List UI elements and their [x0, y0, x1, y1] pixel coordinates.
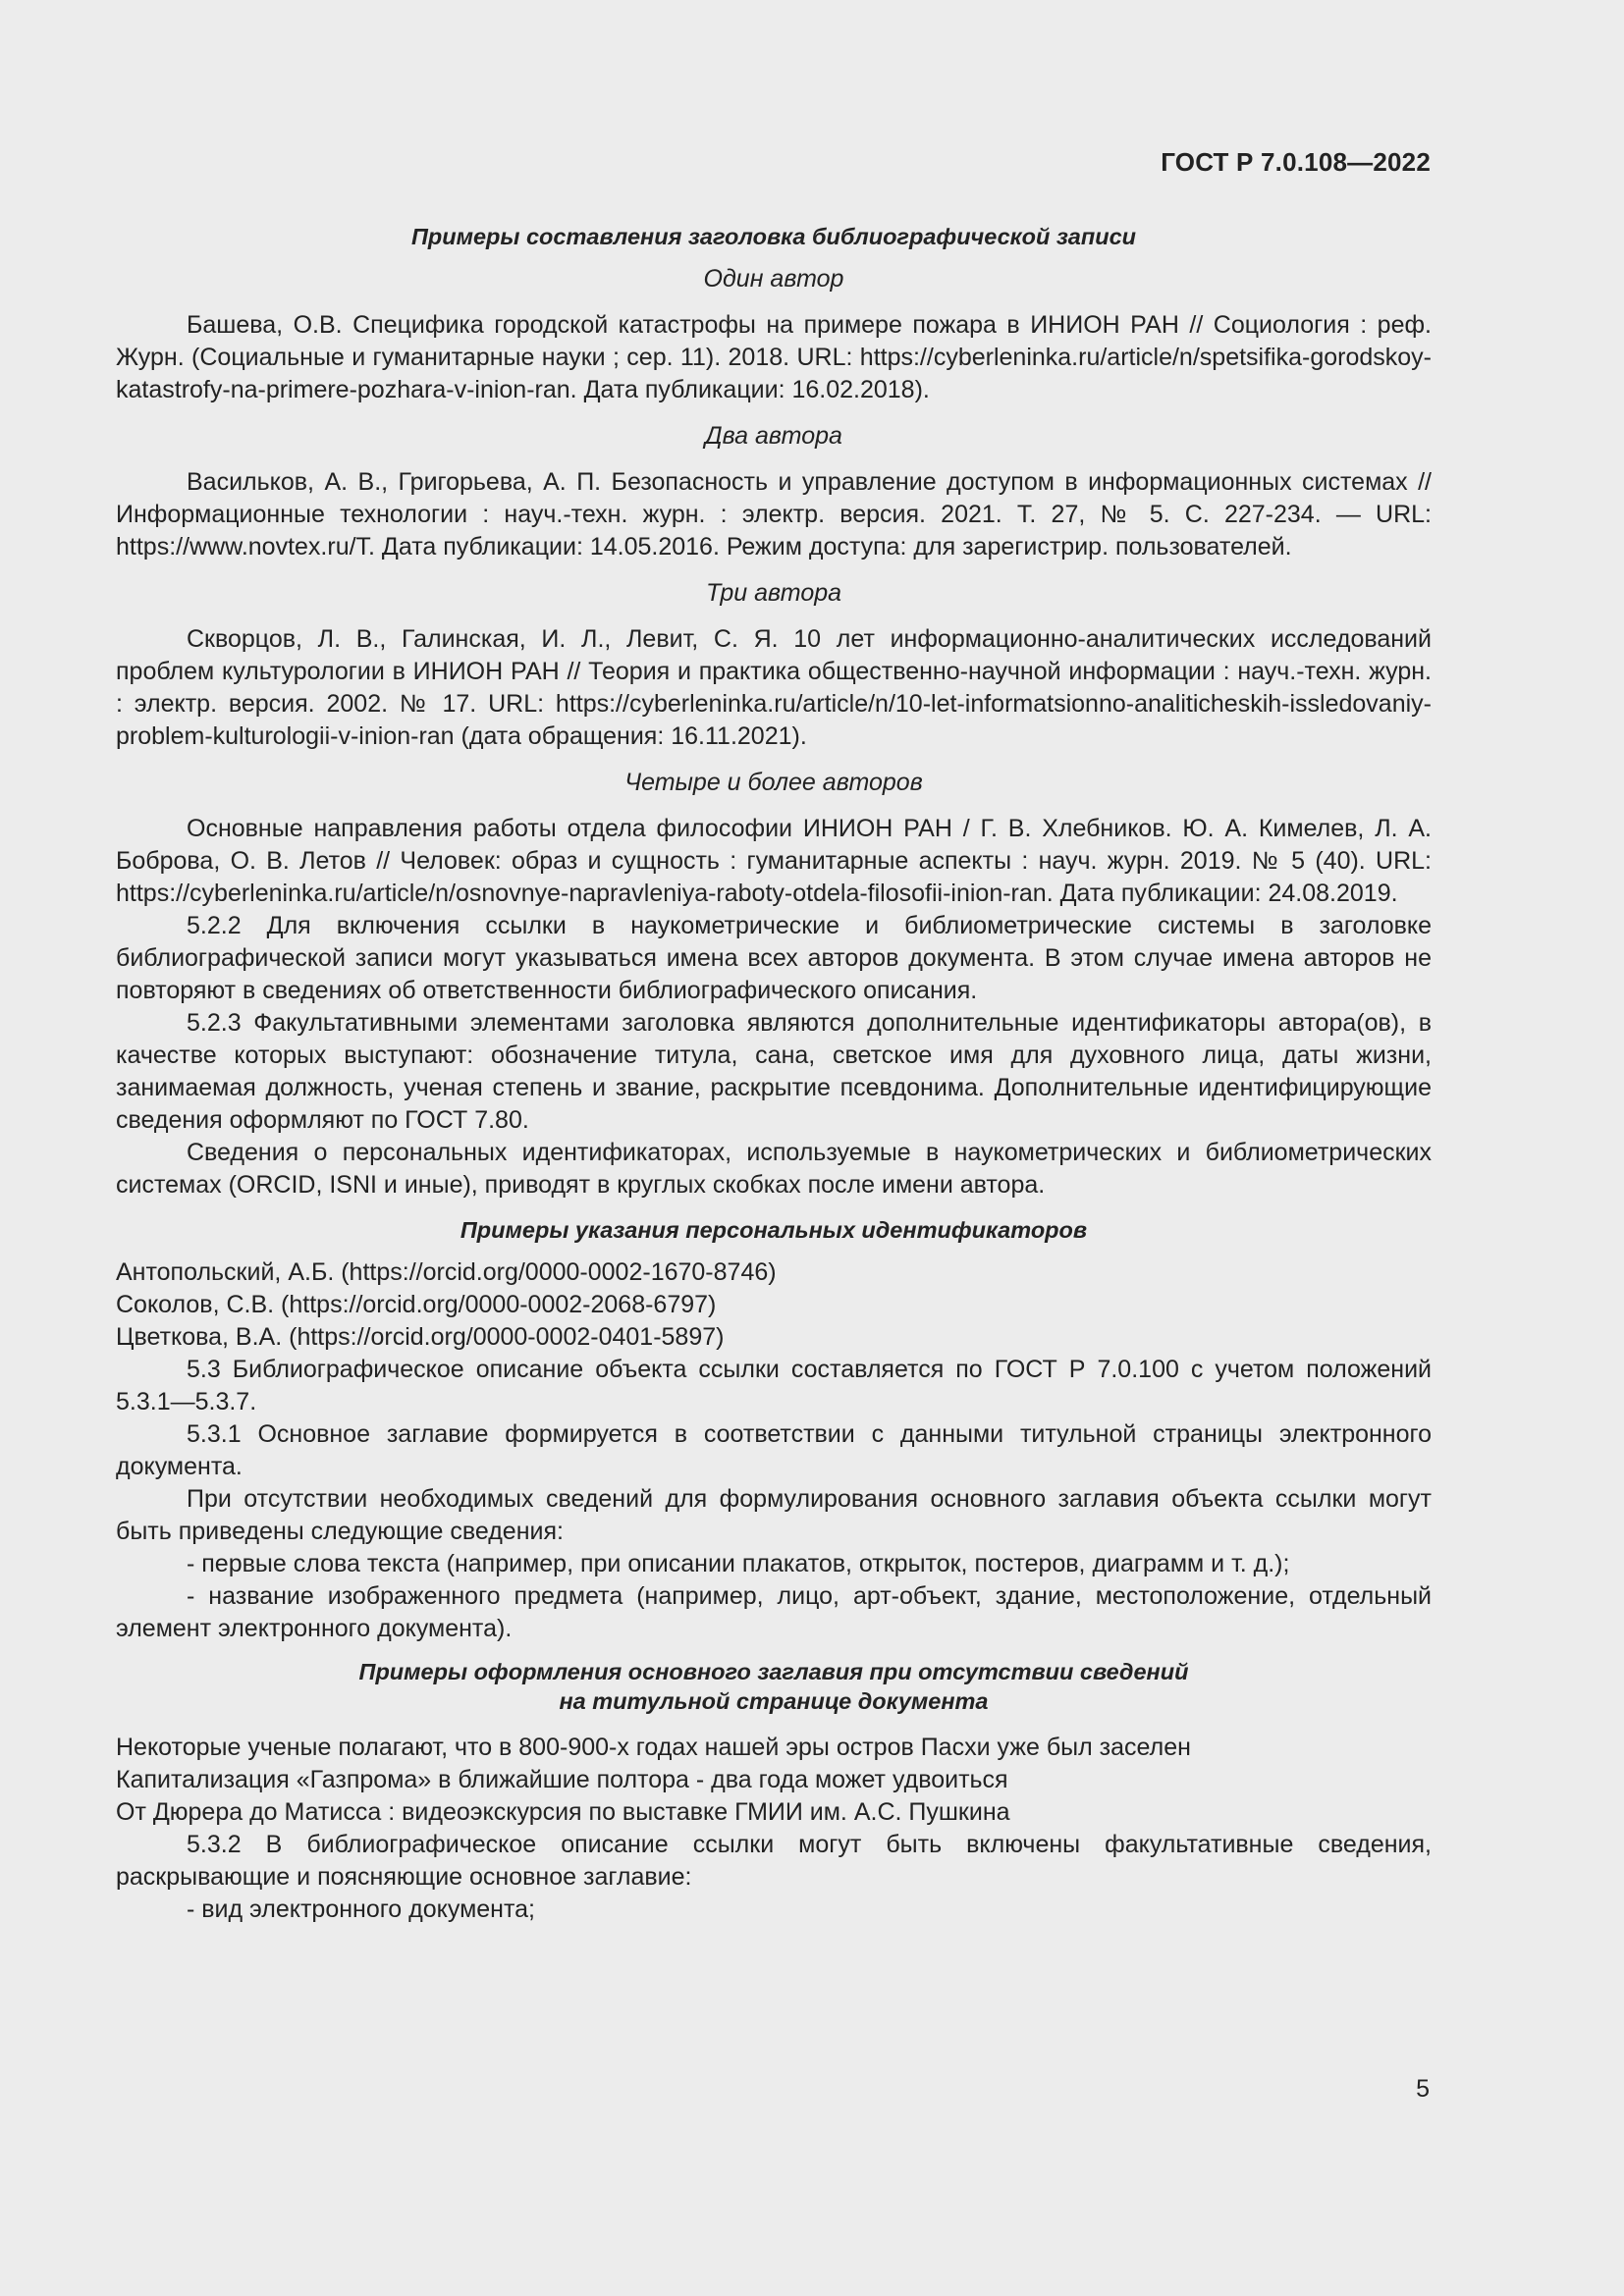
heading-line: Примеры оформления основного заглавия при отсутствии сведений: [358, 1659, 1189, 1684]
clause-5-2-3: 5.2.3 Факультативными элементами заголовка являются дополнительные идентификаторы автора(ов), в качестве которых выступают: обозначение титула, сана, светское имя для духовного лица, даты жизни, занимаемая должность, ученая степень и звание, раскрытие псевдонима. Дополнительные идентифицирующие сведения оформляют по ГОСТ 7.80.: [116, 1009, 1432, 1134]
section-heading-title-examples: Примеры составления заголовка библиографической записи: [410, 224, 1137, 249]
identifier-example: Цветкова, В.А. (https://orcid.org/0000-0002-0401-5897): [116, 1323, 725, 1351]
list-item: - первые слова текста (например, при описании плакатов, открыток, постеров, диаграмм и т. д.);: [187, 1550, 1290, 1577]
clause-5-2-2: 5.2.2 Для включения ссылки в наукометрические и библиометрические системы в заголовке библиографической записи могут указываться имена всех авторов документа. В этом случае имена авторов не повторяют в сведениях об ответственности библиографического описания.: [116, 912, 1432, 1004]
section-heading-identifier-examples: Примеры указания персональных идентификаторов: [460, 1217, 1088, 1243]
section-heading-title-absent-examples: [116, 1657, 1432, 1716]
heading-line: на титульной странице документа: [559, 1688, 989, 1714]
example-three-authors: Скворцов, Л. В., Галинская, И. Л., Левит, С. Я. 10 лет информационно-аналитических исследований проблем культурологии в ИНИОН РАН // Теория и практика общественно-научной информации : науч.-техн. журн. : электр. версия. 2002. № 17. URL: https://cyberleninka.ru/article/n/10-let-informatsionno-analiticheskih-issledovaniy-problem-kulturologii-v-inion-ran (дата обращения: 16.11.2021).: [116, 625, 1432, 750]
clause-missing-info: При отсутствии необходимых сведений для формулирования основного заглавия объекта ссылки могут быть приведены следующие сведения:: [116, 1485, 1432, 1545]
page-number: 5: [1416, 2075, 1430, 2103]
clause-5-3: 5.3 Библиографическое описание объекта ссылки составляется по ГОСТ Р 7.0.100 с учетом положений 5.3.1—5.3.7.: [116, 1356, 1432, 1415]
clause-5-3-1: 5.3.1 Основное заглавие формируется в соответствии с данными титульной страницы электронного документа.: [116, 1420, 1432, 1480]
subheading-four-authors: Четыре и более авторов: [624, 769, 923, 796]
subheading-two-authors: Два автора: [705, 422, 842, 450]
title-example: Капитализация «Газпрома» в ближайшие полтора - два года может удвоиться: [116, 1766, 1008, 1793]
list-item: - название изображенного предмета (например, лицо, арт-объект, здание, местоположение, отдельный элемент электронного документа).: [116, 1582, 1432, 1642]
title-example: От Дюрера до Матисса : видеоэкскурсия по выставке ГМИИ им. А.С. Пушкина: [116, 1798, 1010, 1826]
example-two-authors: Васильков, А. В., Григорьева, А. П. Безопасность и управление доступом в информационных системах // Информационные технологии : науч.-техн. журн. : электр. версия. 2021. Т. 27, № 5. С. 227-234. — URL: https://www.novtex.ru/T. Дата публикации: 14.05.2016. Режим доступа: для зарегистрир. пользователей.: [116, 468, 1432, 561]
identifier-example: Антопольский, А.Б. (https://orcid.org/0000-0002-1670-8746): [116, 1258, 777, 1286]
page-body: [116, 222, 1432, 1926]
example-four-authors: Основные направления работы отдела философии ИНИОН РАН / Г. В. Хлебников. Ю. А. Кимелев, Л. А. Боброва, О. В. Летов // Человек: образ и сущность : гуманитарные аспекты : науч. журн. 2019. № 5 (40). URL: https://cyberleninka.ru/article/n/osnovnye-napravleniya-raboty-otdela-filosofii-inion-ran. Дата публикации: 24.08.2019.: [116, 815, 1432, 907]
clause-identifiers-note: Сведения о персональных идентификаторах, используемые в наукометрических и библиометрических системах (ORCID, ISNI и иные), приводят в круглых скобках после имени автора.: [116, 1139, 1432, 1199]
clause-5-3-2: 5.3.2 В библиографическое описание ссылки могут быть включены факультативные сведения, раскрывающие и поясняющие основное заглавие:: [116, 1831, 1432, 1891]
example-one-author: Башева, О.В. Специфика городской катастрофы на примере пожара в ИНИОН РАН // Социология : реф. Журн. (Социальные и гуманитарные науки ; сер. 11). 2018. URL: https://cyberleninka.ru/article/n/spetsifika-gorodskoy-katastrofy-na-primere-pozhara-v-inion-ran. Дата публикации: 16.02.2018).: [116, 311, 1432, 403]
document-code: ГОСТ Р 7.0.108—2022: [1161, 147, 1431, 177]
subheading-three-authors: Три автора: [705, 579, 842, 607]
subheading-one-author: Один автор: [703, 265, 844, 293]
list-item: - вид электронного документа;: [187, 1896, 536, 1923]
identifier-example: Соколов, С.В. (https://orcid.org/0000-0002-2068-6797): [116, 1291, 717, 1318]
title-example: Некоторые ученые полагают, что в 800-900-х годах нашей эры остров Пасхи уже был заселен: [116, 1734, 1191, 1761]
